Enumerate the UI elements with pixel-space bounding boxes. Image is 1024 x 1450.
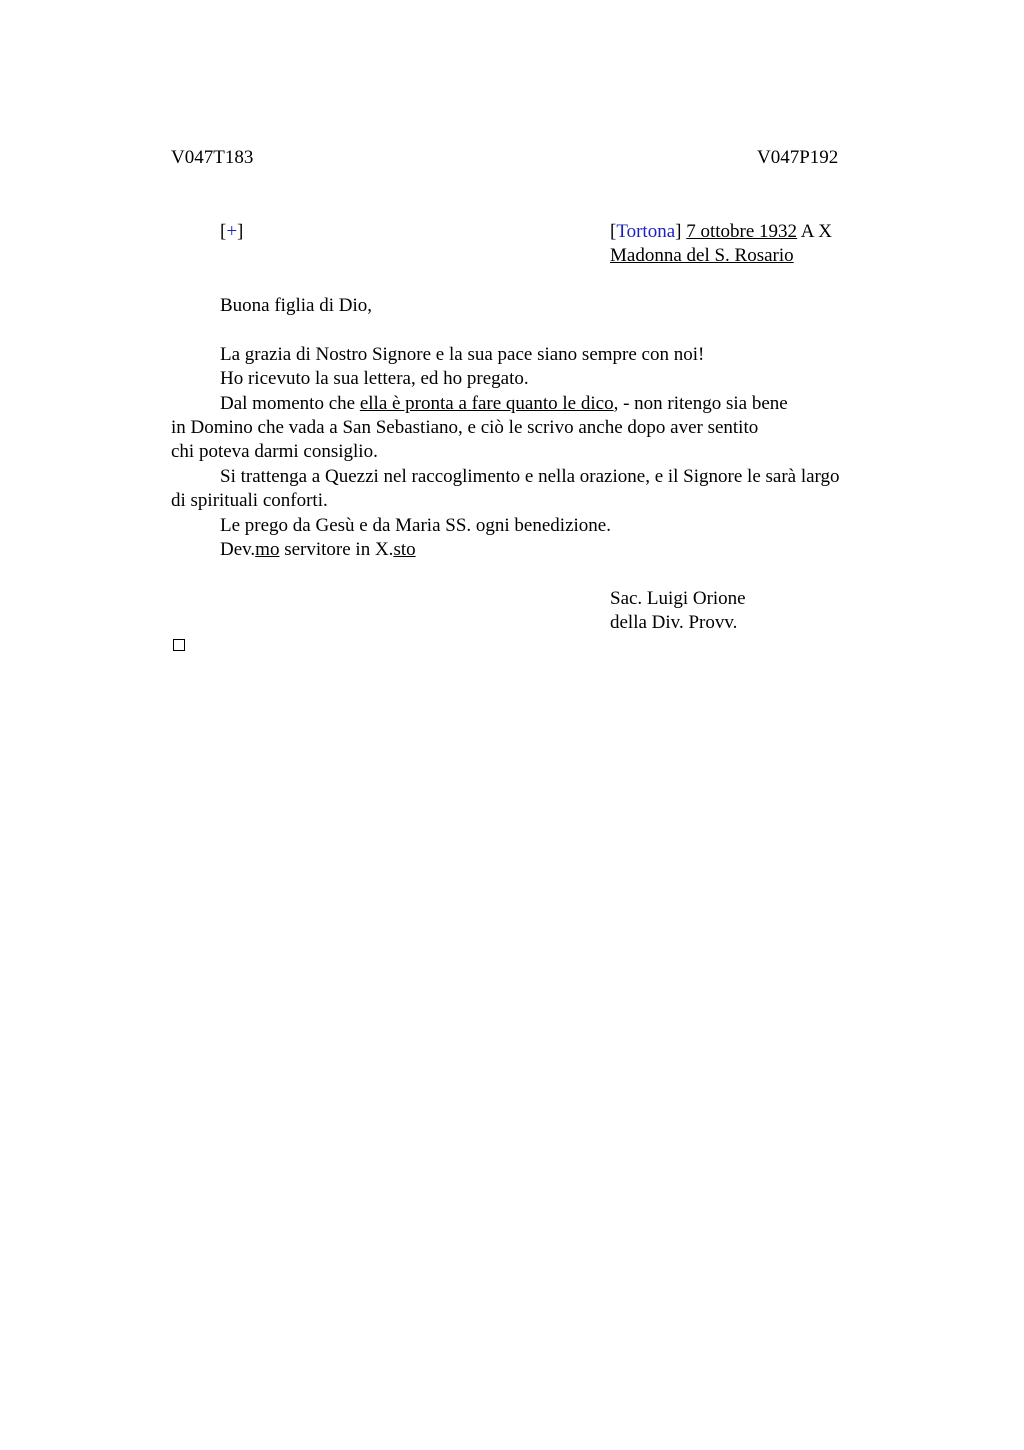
signature-name: Sac. Luigi Orione	[610, 588, 746, 609]
place-date-line	[610, 220, 832, 245]
cross-symbol: +	[226, 221, 238, 242]
body-paragraph-quezzi-line2: di spirituali conforti.	[171, 490, 328, 511]
advice-text-pre: Dal momento che	[220, 393, 360, 414]
document-code-left: V047T183	[171, 147, 254, 168]
body-paragraph-quezzi-line1: Si trattenga a Quezzi nel raccoglimento e nella orazione, e il Signore le sarà largo	[220, 466, 840, 487]
advice-text-post: , - non ritengo sia bene	[613, 393, 788, 414]
place-bracket-close: ]	[675, 221, 682, 242]
end-square-icon	[173, 639, 185, 651]
place-name: Tortona	[616, 221, 676, 242]
body-paragraph-advice-line1	[220, 392, 788, 417]
body-line-blessing: Le prego da Gesù e da Maria SS. ogni benedizione.	[220, 515, 611, 536]
closing-line	[220, 538, 416, 563]
fascist-era-year: A X	[800, 221, 832, 242]
document-code-right: V047P192	[757, 147, 839, 168]
feast-day: Madonna del S. Rosario	[610, 245, 794, 266]
closing-servitore: servitore in X.	[279, 539, 394, 560]
closing-sto-superscript: sto	[393, 539, 416, 560]
body-paragraph-advice-line2: in Domino che vada a San Sebastiano, e ciò le scrivo anche dopo aver sentito	[171, 417, 759, 438]
place-bracket-open: [	[610, 221, 617, 242]
cross-bracket-open: [	[220, 221, 227, 242]
salutation: Buona figlia di Dio,	[220, 295, 372, 316]
body-paragraph-advice-line3: chi poteva darmi consiglio.	[171, 441, 378, 462]
letter-date: 7 ottobre 1932	[686, 221, 798, 242]
closing-mo-superscript: mo	[255, 539, 280, 560]
signature-title: della Div. Provv.	[610, 612, 738, 633]
cross-marker	[220, 220, 243, 245]
cross-bracket-close: ]	[237, 221, 244, 242]
advice-text-underlined: ella è pronta a fare quanto le dico	[359, 393, 614, 414]
body-line-received: Ho ricevuto la sua lettera, ed ho pregato.	[220, 368, 529, 389]
body-line-greeting: La grazia di Nostro Signore e la sua pace siano sempre con noi!	[220, 344, 705, 365]
closing-dev: Dev.	[220, 539, 256, 560]
